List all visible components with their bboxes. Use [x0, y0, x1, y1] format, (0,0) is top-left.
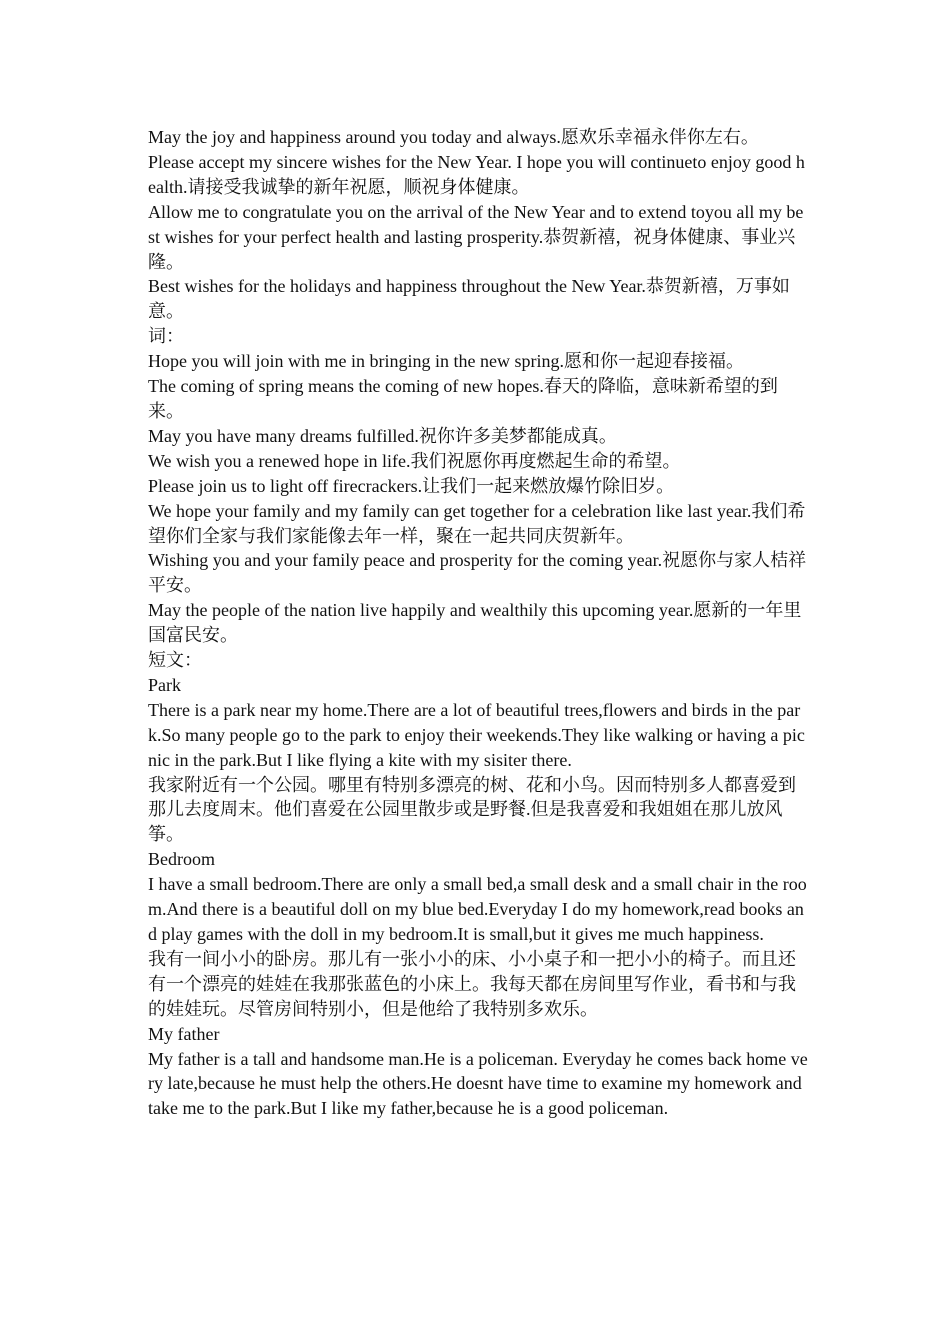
- text-line: Allow me to congratulate you on the arrival of the New Year and to extend toyou all my best wishes for your perfect health and lasting prosperity.恭贺新禧，祝身体健康、事业兴隆。: [148, 201, 804, 272]
- document-body: [148, 125, 808, 1121]
- text-line: May the people of the nation live happily and wealthily this upcoming year.愿新的一年里国富民安。: [148, 600, 802, 646]
- essay-title: Park: [148, 674, 181, 695]
- essay-title: Bedroom: [148, 849, 215, 870]
- essay-title: My father: [148, 1023, 220, 1044]
- text-line: Please join us to light off firecrackers.让我们一起来燃放爆竹除旧岁。: [148, 475, 675, 496]
- section-heading: 词：: [148, 326, 184, 347]
- essay-paragraph-zh: 我有一间小小的卧房。那儿有一张小小的床、小小桌子和一把小小的椅子。而且还有一个漂亮的娃娃在我那张蓝色的小床上。我每天都在房间里写作业，看书和与我的娃娃玩。尽管房间特别小，但是他给了我特别多欢乐。: [148, 948, 796, 1019]
- text-line: Best wishes for the holidays and happiness throughout the New Year.恭贺新禧，万事如意。: [148, 276, 790, 322]
- text-line: Please accept my sincere wishes for the New Year. I hope you will continueto enjoy good health.请接受我诚挚的新年祝愿，顺祝身体健康。: [148, 151, 805, 197]
- text-line: May the joy and happiness around you today and always.愿欢乐幸福永伴你左右。: [148, 127, 759, 147]
- essay-paragraph-zh: 我家附近有一个公园。哪里有特别多漂亮的树、花和小鸟。因而特别多人都喜爱到那儿去度周末。他们喜爱在公园里散步或是野餐.但是我喜爱和我姐姐在那儿放风筝。: [148, 774, 796, 845]
- text-line: May you have many dreams fulfilled.祝你许多美梦都能成真。: [148, 425, 617, 446]
- text-line: Hope you will join with me in bringing in the new spring.愿和你一起迎春接福。: [148, 351, 744, 372]
- essay-paragraph-en: My father is a tall and handsome man.He is a policeman. Everyday he comes back home very late,because he must help the others.He doesnt have time to examine my homework and take me to the park.But I like my father,because he is a good policeman.: [148, 1048, 808, 1119]
- essay-paragraph-en: I have a small bedroom.There are only a small bed,a small desk and a small chair in the room.And there is a beautiful doll on my blue bed.Everyday I do my homework,read books and play games with the doll in my bedroom.It is small,but it gives me much happiness.: [148, 874, 807, 944]
- text-line: The coming of spring means the coming of new hopes.春天的降临，意味新希望的到来。: [148, 376, 778, 421]
- text-line: We wish you a renewed hope in life.我们祝愿你再度燃起生命的希望。: [148, 450, 681, 471]
- text-line: We hope your family and my family can get together for a celebration like last year.我们希望你们全家与我们家能像去年一样，聚在一起共同庆贺新年。: [148, 500, 806, 546]
- essay-paragraph-en: There is a park near my home.There are a lot of beautiful trees,flowers and birds in the park.So many people go to the park to enjoy their weekends.They like walking or having a picnic in the park.But I like flying a kite with my sisiter there.: [148, 699, 805, 770]
- section-heading: 短文：: [148, 650, 202, 671]
- text-line: Wishing you and your family peace and prosperity for the coming year.祝愿你与家人桔祥平安。: [148, 550, 807, 596]
